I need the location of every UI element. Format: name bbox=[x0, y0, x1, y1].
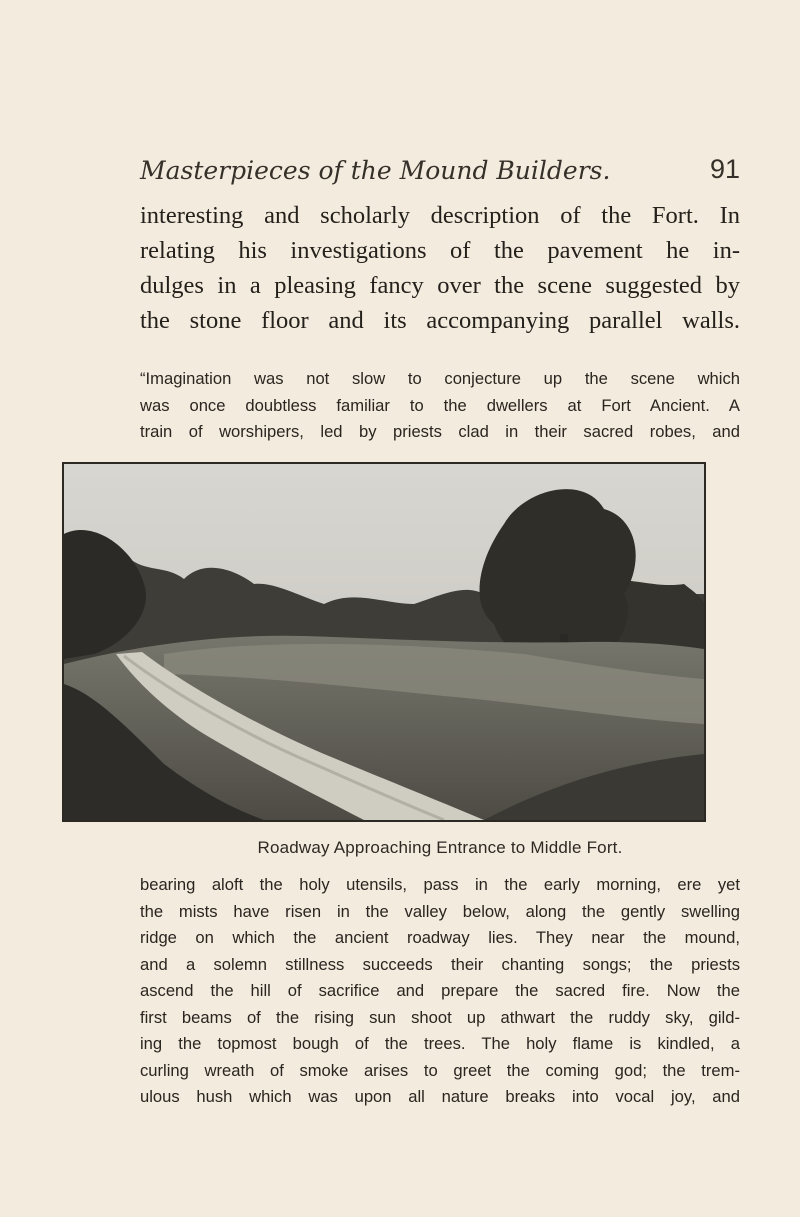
text-line: train of worshipers, led by priests clad in their sacred robes, and bbox=[140, 422, 740, 441]
text-line: interesting and scholarly description of the Fort. In bbox=[140, 202, 740, 229]
running-title: Masterpieces of the Mound Builders. bbox=[140, 156, 611, 185]
text-line: ing the topmost bough of the trees. The holy flame is kindled, a bbox=[140, 1034, 740, 1053]
text-line: curling wreath of smoke arises to greet the coming god; the trem- bbox=[140, 1060, 740, 1080]
quote-paragraph bbox=[140, 366, 740, 446]
text-line: ulous hush which was upon all nature breaks into vocal joy, and bbox=[140, 1087, 740, 1106]
opening-paragraph bbox=[140, 198, 740, 338]
text-line: and a solemn stillness succeeds their chanting songs; the priests bbox=[140, 954, 740, 974]
continuation-paragraph bbox=[140, 872, 740, 1111]
text-line: the mists have risen in the valley below, along the gently swelling bbox=[140, 901, 740, 921]
running-head bbox=[140, 148, 740, 188]
text-line: ascend the hill of sacrifice and prepare the sacred fire. Now the bbox=[140, 981, 740, 1000]
page-number: 91 bbox=[709, 154, 740, 184]
text-line: relating his investigations of the pavement he in- bbox=[140, 237, 740, 264]
roadway-photograph bbox=[62, 462, 706, 822]
text-line: ridge on which the ancient roadway lies. They near the mound, bbox=[140, 928, 740, 947]
text-line: bearing aloft the holy utensils, pass in the early morning, ere yet bbox=[140, 875, 740, 894]
text-line: first beams of the rising sun shoot up athwart the ruddy sky, gild- bbox=[140, 1007, 740, 1027]
text-line: dulges in a pleasing fancy over the scene suggested by bbox=[140, 272, 740, 299]
text-line: “Imagination was not slow to conjecture up the scene which bbox=[140, 369, 740, 388]
text-line: the stone floor and its accompanying parallel walls. bbox=[140, 307, 740, 334]
figure-caption: Roadway Approaching Entrance to Middle Fort. bbox=[257, 838, 623, 857]
text-line: was once doubtless familiar to the dwellers at Fort Ancient. A bbox=[140, 395, 740, 415]
landscape-photo-illustration bbox=[64, 464, 704, 820]
